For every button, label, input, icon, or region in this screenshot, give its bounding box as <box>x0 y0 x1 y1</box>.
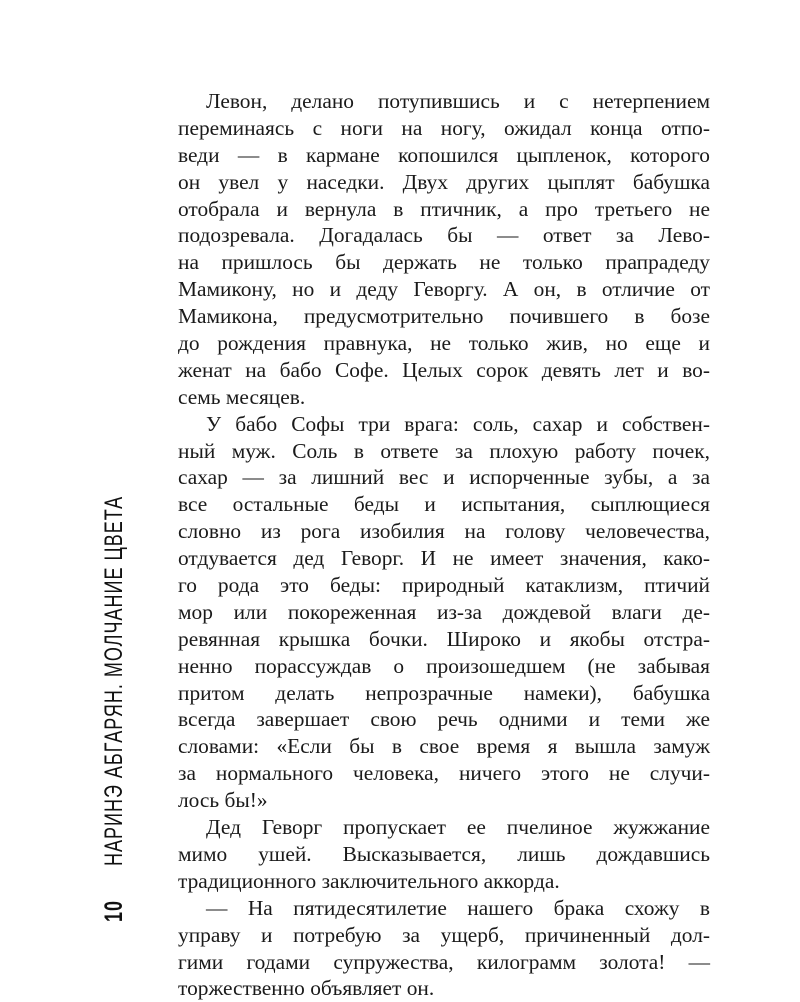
text-line: подозревала. Догадалась бы — ответ за Лево- <box>178 223 710 248</box>
text-line: за нормального человека, ничего этого не случи- <box>178 761 710 786</box>
text-line: на пришлось бы держать не только прапрадеду <box>178 250 710 275</box>
text-line: управу и потребую за ущерб, причиненный дол- <box>178 922 710 947</box>
text-line: го рода это беды: природный катаклизм, птичий <box>178 573 710 598</box>
text-line: ный муж. Соль в ответе за плохую работу почек, <box>178 438 710 463</box>
text-line: — На пятидесятилетие нашего брака схожу в <box>206 895 710 920</box>
text-line: традиционного заключительного аккорда. <box>178 868 560 893</box>
text-line: отобрала и вернула в птичник, а про третьего не <box>178 196 710 221</box>
text-line: мимо ушей. Высказывается, лишь дождавшись <box>178 841 710 866</box>
text-line: до рождения правнука, не только жив, но еще и <box>178 331 710 356</box>
paragraph <box>178 895 710 1002</box>
text-line: Дед Геворг пропускает ее пчелиное жужжание <box>206 815 710 840</box>
text-line: Левон, делано потупившись и с нетерпением <box>206 89 710 113</box>
text-line: переминаясь с ноги на ногу, ожидал конца отпо- <box>178 115 710 140</box>
text-line: семь месяцев. <box>178 384 306 409</box>
paragraph <box>178 411 710 814</box>
text-line: лось бы!» <box>178 788 268 813</box>
text-line: гими годами супружества, килограмм золота! — <box>178 949 710 974</box>
text-line: он увел у наседки. Двух других цыплят бабушка <box>178 169 710 194</box>
text-line: притом делать непрозрачные намеки), бабушка <box>178 680 710 705</box>
text-line: Мамикона, предусмотрительно почившего в бозе <box>178 304 710 329</box>
text-line: ненно порассуждав о произошедшем (не забывая <box>178 653 710 678</box>
text-line: словно из рога изобилия на голову человечества, <box>178 519 710 544</box>
paragraph <box>178 814 710 895</box>
text-line: мор или покореженная из-за дождевой влаги де- <box>178 599 710 624</box>
paragraph <box>178 88 710 411</box>
text-line: У бабо Софы три врага: соль, сахар и собствен- <box>206 411 710 436</box>
page-number: 10 <box>99 899 128 922</box>
running-head <box>99 495 128 922</box>
text-line: ревянная крышка бочки. Широко и якобы отстра- <box>178 626 710 651</box>
text-line: отдувается дед Геворг. И не имеет значения, како- <box>178 546 710 571</box>
running-head-title: НАРИНЭ АБГАРЯН. МОЛЧАНИЕ ЦВЕТА <box>99 495 128 866</box>
text-line: веди — в кармане копошился цыпленок, которого <box>178 142 710 167</box>
text-line: Мамикону, но и деду Геворгу. А он, в отличие от <box>178 277 710 302</box>
text-line: словами: «Если бы в свое время я вышла замуж <box>178 734 710 759</box>
text-line: все остальные беды и испытания, сыплющиеся <box>178 492 710 517</box>
text-line: женат на бабо Софе. Целых сорок девять лет и во- <box>178 357 710 382</box>
text-line: сахар — за лишний вес и испорченные зубы, а за <box>178 465 710 490</box>
text-line: всегда завершает свою речь одними и теми же <box>178 707 710 732</box>
text-line: торжественно объявляет он. <box>178 976 435 1001</box>
body-text <box>178 88 710 1002</box>
